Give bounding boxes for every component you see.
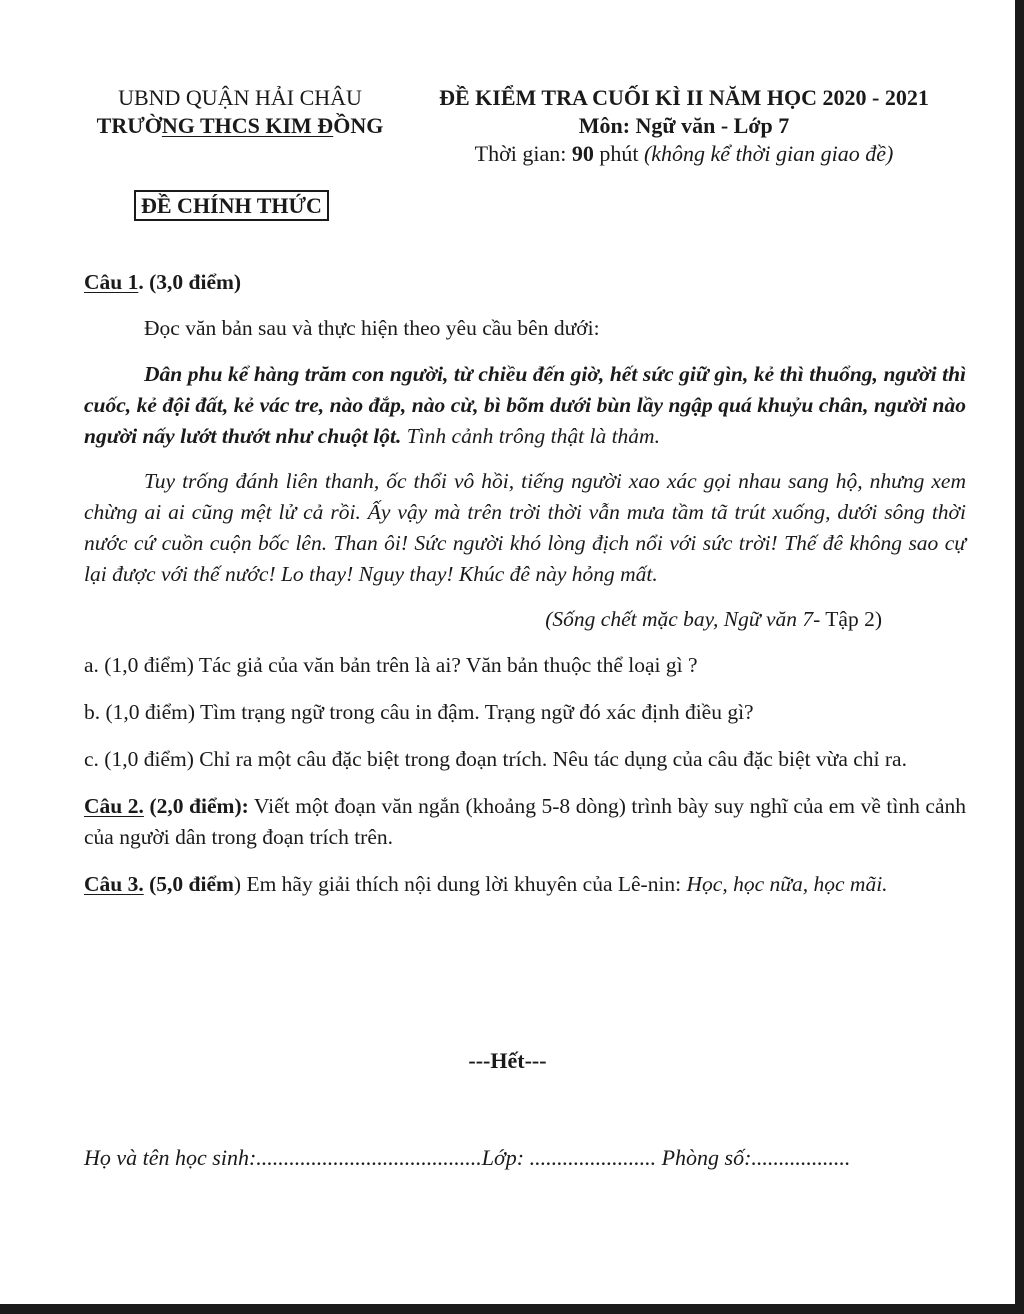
- question-1-instruction: Đọc văn bản sau và thực hiện theo yêu cầu bên dưới:: [144, 316, 600, 340]
- question-2-label: Câu 2.: [84, 794, 144, 818]
- passage-paragraph-1: [84, 359, 966, 452]
- question-2-points: (2,0 điểm):: [143, 794, 249, 818]
- question-3-text: ) Em hãy giải thích nội dung lời khuyên của Lê-nin:: [233, 872, 687, 896]
- time-value: 90: [571, 141, 594, 166]
- issuer-block: [84, 84, 396, 140]
- exam-body: [84, 267, 966, 900]
- time-label: Thời gian:: [474, 141, 572, 166]
- exam-title: ĐỀ KIỂM TRA CUỐI KÌ II NĂM HỌC 2020 - 2021: [439, 85, 929, 110]
- question-1-part-b: b. (1,0 điểm) Tìm trạng ngữ trong câu in đậm. Trạng ngữ đó xác định điều gì?: [84, 700, 754, 724]
- student-info-line: Họ và tên học sinh:.........................................Lớp: ....................... Phòng số:..................: [84, 1145, 851, 1170]
- school-name-part: ỒNG: [333, 113, 384, 138]
- question-2-text: Viết một đoạn văn ngắn (khoảng 5-8 dòng) trình bày suy nghĩ của em về tình cảnh của người dân trong đoạn trích trên.: [84, 794, 966, 849]
- school-name: [84, 112, 396, 140]
- question-3-points: (5,0 điểm: [143, 872, 234, 896]
- district-name: UBND QUẬN HẢI CHÂU: [118, 85, 362, 110]
- question-1-part-a: a. (1,0 điểm) Tác giả của văn bản trên là ai? Văn bản thuộc thể loại gì ?: [84, 653, 698, 677]
- passage-paragraph-2: Tuy trống đánh liên thanh, ốc thổi vô hồi, tiếng người xao xác gọi nhau sang hộ, nhưng xem chừng ai ai cũng mệt lử cả rồi. Ấy vậy mà trên trời thời vẫn mưa tầm tã trút xuống, dưới sông thời nước cứ cuồn cuộn bốc lên. Than ôi! Sức người khó lòng địch nổi với sức trời! Thế đê không sao cự lại được với thế nước! Lo thay! Nguy thay! Khúc đê này hỏng mất.: [84, 469, 966, 586]
- source-volume: - Tập 2): [813, 607, 882, 631]
- source-title: (Sống chết mặc bay, Ngữ văn 7: [545, 607, 814, 631]
- school-name-underlined: NG THCS KIM Đ: [161, 113, 334, 138]
- question-3-quote: Học, học nữa, học mãi.: [686, 872, 888, 896]
- passage-source: [84, 604, 966, 635]
- passage-bold-sentence: Dân phu kể hàng trăm con người, từ chiều đến giờ, hết sức giữ gìn, kẻ thì thuổng, người thì cuốc, kẻ đội đất, kẻ vác tre, nào đắp, nào cừ, bì bõm dưới bùn lầy ngập quá khuỷu chân, người nào người nấy lướt thướt như chuột lột.: [84, 362, 966, 448]
- exam-info-block: [410, 84, 958, 168]
- question-1-part-c: c. (1,0 điểm) Chỉ ra một câu đặc biệt trong đoạn trích. Nêu tác dụng của câu đặc biệt vừa chỉ ra.: [84, 747, 907, 771]
- passage-sentence: Tình cảnh trông thật là thảm.: [401, 424, 660, 448]
- question-1-points: . (3,0 điểm): [138, 270, 242, 294]
- question-3-label: Câu 3.: [84, 872, 144, 896]
- question-1-heading: [84, 267, 966, 298]
- exam-subject: Môn: Ngữ văn - Lớp 7: [578, 113, 790, 138]
- question-3: [84, 869, 966, 900]
- time-note: (không kể thời gian giao đề): [643, 141, 894, 166]
- question-2: [84, 791, 966, 853]
- official-label: ĐỀ CHÍNH THỨC: [134, 190, 329, 221]
- end-mark: ---Hết---: [468, 1048, 547, 1073]
- exam-time: [410, 140, 958, 168]
- time-unit: phút: [593, 141, 644, 166]
- question-1-label: Câu 1: [84, 270, 139, 294]
- school-name-part: TRƯỜ: [96, 113, 162, 138]
